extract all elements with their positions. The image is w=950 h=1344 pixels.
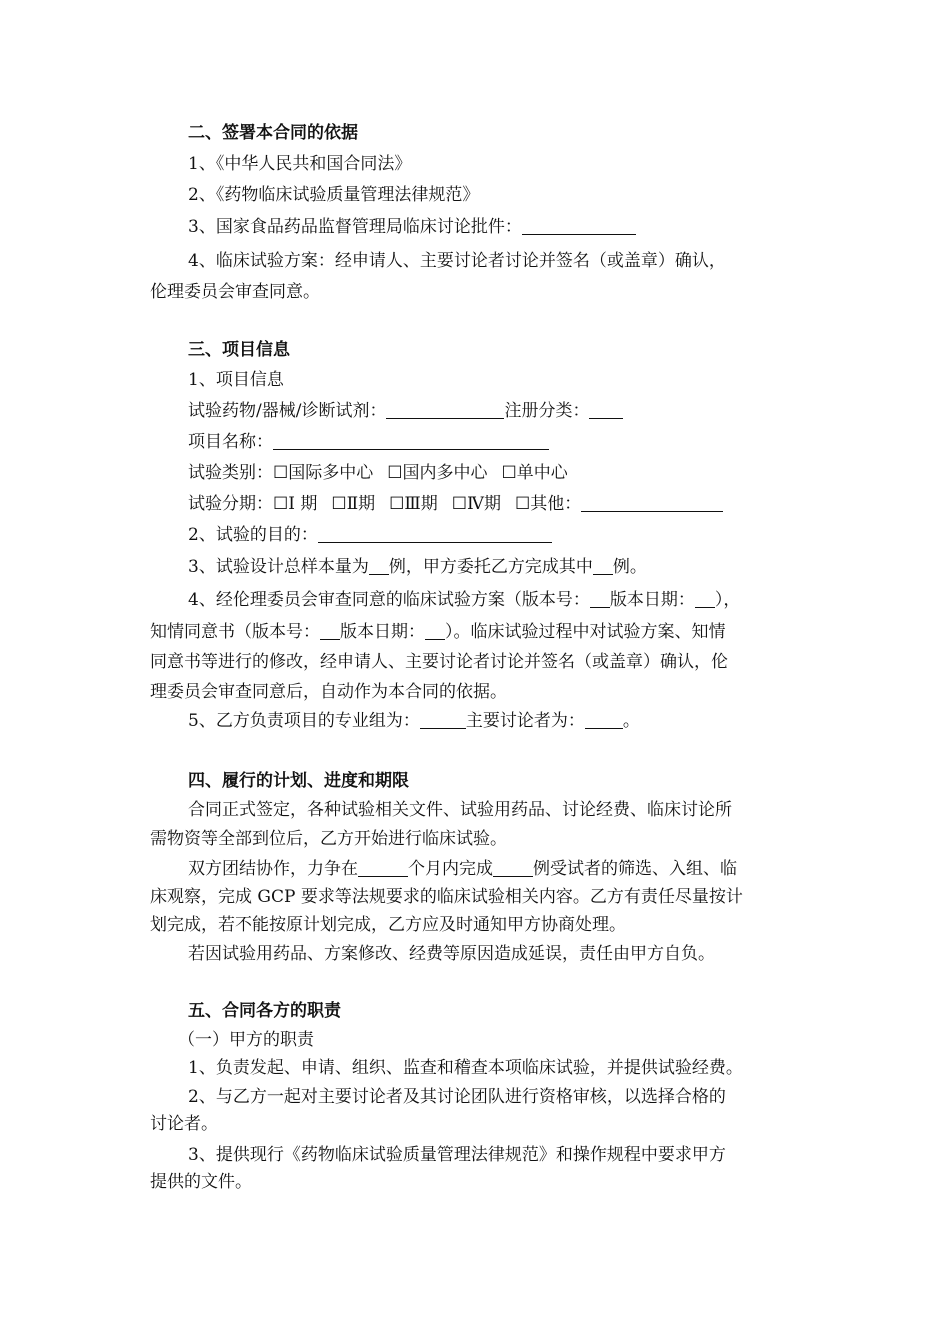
paragraph-line: 伦理委员会审查同意。 bbox=[150, 282, 320, 302]
list-item: 1、《中华人民共和国合同法》 bbox=[188, 154, 412, 174]
paragraph-line: 理委员会审查同意后，自动作为本合同的依据。 bbox=[150, 682, 507, 702]
section-heading: 四、履行的计划、进度和期限 bbox=[188, 771, 409, 791]
blank-field bbox=[273, 433, 549, 450]
checkbox-option[interactable]: ☐国内多中心 bbox=[387, 463, 488, 483]
form-row: 试验药物/器械/诊断试剂： 注册分类： bbox=[188, 400, 848, 422]
paragraph-line: 划完成，若不能按原计划完成，乙方应及时通知甲方协商处理。 bbox=[150, 915, 626, 935]
paragraph-line: 合同正式签定，各种试验相关文件、试验用药品、讨论经费、临床讨论所 bbox=[188, 800, 732, 820]
checkbox-option[interactable]: ☐Ⅳ期 bbox=[451, 494, 502, 514]
section-heading: 三、项目信息 bbox=[188, 340, 290, 360]
list-item: 3、试验设计总样本量为 例，甲方委托乙方完成其中 例。 bbox=[188, 557, 647, 577]
section-heading: 五、合同各方的职责 bbox=[188, 1001, 341, 1021]
blank-field bbox=[581, 495, 723, 512]
form-row: 试验类别：☐国际多中心 ☐国内多中心 ☐单中心 bbox=[188, 463, 568, 483]
blank-field bbox=[358, 860, 408, 877]
paragraph-line: 需物资等全部到位后，乙方开始进行临床试验。 bbox=[150, 829, 507, 849]
checkbox-option[interactable]: ☐Ⅲ期 bbox=[389, 494, 438, 514]
list-item: 2、试验的目的： bbox=[188, 524, 848, 546]
form-row: 项目名称： bbox=[188, 431, 848, 453]
blank-field bbox=[593, 558, 613, 575]
paragraph-line: 提供的文件。 bbox=[150, 1172, 252, 1192]
checkbox-option[interactable]: ☐其他： bbox=[515, 494, 582, 514]
checkbox-option[interactable]: ☐Ⅱ期 bbox=[331, 494, 376, 514]
blank-field bbox=[695, 591, 715, 608]
list-item: 2、与乙方一起对主要讨论者及其讨论团队进行资格审核，以选择合格的 bbox=[188, 1087, 726, 1107]
blank-field bbox=[585, 712, 623, 729]
paragraph-line: 知情同意书（版本号： 版本日期： ）。临床试验过程中对试验方案、知情 bbox=[150, 622, 726, 642]
blank-field bbox=[318, 526, 552, 543]
paragraph-line: 同意书等进行的修改，经申请人、主要讨论者讨论并签名（或盖章）确认，伦 bbox=[150, 652, 728, 672]
subheading: （一）甲方的职责 bbox=[178, 1030, 314, 1050]
blank-field bbox=[493, 860, 533, 877]
blank-field bbox=[590, 591, 610, 608]
blank-field bbox=[522, 218, 636, 235]
form-row: 试验分期：☐I 期 ☐Ⅱ期 ☐Ⅲ期 ☐Ⅳ期 ☐其他： bbox=[188, 493, 848, 515]
list-item: 4、经伦理委员会审查同意的临床试验方案（版本号： 版本日期： ）， bbox=[188, 590, 741, 610]
blank-field bbox=[320, 623, 340, 640]
list-item: 2、《药物临床试验质量管理法律规范》 bbox=[188, 185, 480, 205]
checkbox-option[interactable]: ☐I 期 bbox=[273, 494, 318, 514]
list-item: 4、临床试验方案：经申请人、主要讨论者讨论并签名（或盖章）确认， bbox=[188, 251, 726, 271]
paragraph-line: 双方团结协作，力争在 个月内完成 例受试者的筛选、入组、临 bbox=[188, 859, 737, 879]
paragraph-line: 床观察，完成 GCP 要求等法规要求的临床试验相关内容。乙方有责任尽量按计 bbox=[150, 887, 743, 907]
list-item: 1、负责发起、申请、组织、监查和稽查本项临床试验，并提供试验经费。 bbox=[188, 1058, 743, 1078]
blank-field bbox=[369, 558, 389, 575]
list-item: 3、国家食品药品监督管理局临床讨论批件： bbox=[188, 216, 848, 238]
checkbox-option[interactable]: ☐国际多中心 bbox=[273, 463, 374, 483]
section-heading: 二、签署本合同的依据 bbox=[188, 123, 358, 143]
paragraph-line: 若因试验用药品、方案修改、经费等原因造成延误，责任由甲方自负。 bbox=[188, 944, 715, 964]
blank-field bbox=[589, 402, 623, 419]
paragraph-line: 讨论者。 bbox=[150, 1114, 218, 1134]
subheading: 1、项目信息 bbox=[188, 370, 284, 390]
list-item: 5、乙方负责项目的专业组为： 主要讨论者为： 。 bbox=[188, 711, 640, 731]
blank-field bbox=[386, 402, 504, 419]
blank-field bbox=[425, 623, 445, 640]
blank-field bbox=[420, 712, 466, 729]
list-item: 3、提供现行《药物临床试验质量管理法律规范》和操作规程中要求甲方 bbox=[188, 1145, 726, 1165]
checkbox-option[interactable]: ☐单中心 bbox=[501, 463, 568, 483]
